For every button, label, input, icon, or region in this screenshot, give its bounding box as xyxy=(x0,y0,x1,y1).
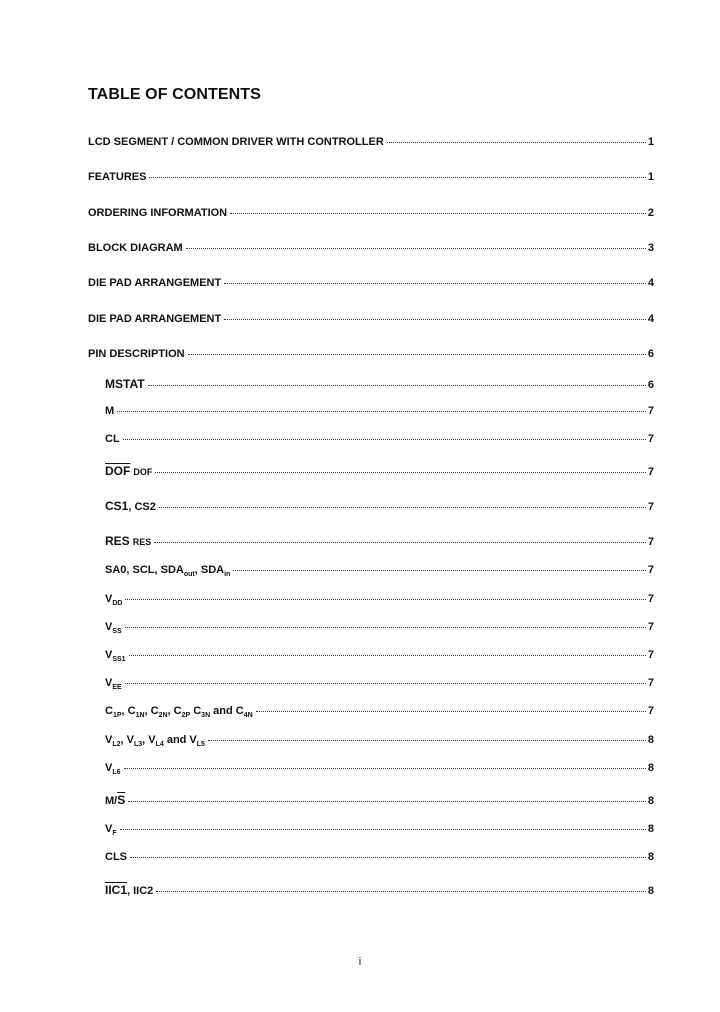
res-alt: RES xyxy=(132,537,152,547)
cap-c3: , C xyxy=(144,705,159,717)
toc-entry-label: MSTAT xyxy=(105,377,145,391)
toc-subentry-vss1[interactable] xyxy=(105,649,654,661)
vl-s2: L3 xyxy=(133,741,143,748)
sa-part-1: SA0, SCL, SDA xyxy=(105,564,184,576)
cap-s6: 4N xyxy=(243,712,253,719)
toc-page-number: 7 xyxy=(647,649,654,661)
toc-entry-label xyxy=(105,705,253,717)
toc-subentry-dof[interactable] xyxy=(105,464,654,478)
cap-c4: , C xyxy=(167,705,182,717)
toc-page-number: 6 xyxy=(647,348,654,360)
toc-entry-label: BLOCK DIAGRAM xyxy=(88,242,183,254)
symbol-subscript: L6 xyxy=(112,769,121,776)
toc-entry-features[interactable] xyxy=(88,171,654,183)
toc-entry-label: DIE PAD ARRANGEMENT xyxy=(88,313,222,325)
page-title: TABLE OF CONTENTS xyxy=(88,86,261,103)
ms-s-overlined: $\overline{S}$ xyxy=(117,793,126,807)
sa-sub-1: out xyxy=(183,571,195,578)
vl-v2: , V xyxy=(120,734,134,746)
toc-entry-ordering-information[interactable] xyxy=(88,207,654,219)
toc-page-number: 8 xyxy=(647,885,654,897)
dot-leader xyxy=(125,599,645,600)
cap-c1: C xyxy=(105,705,113,717)
dot-leader xyxy=(156,891,646,892)
toc-entry-die-pad-arrangement[interactable] xyxy=(88,277,654,289)
dot-leader xyxy=(186,248,646,249)
dof-alt: DOF xyxy=(133,467,153,477)
dot-leader xyxy=(154,542,646,543)
dot-leader xyxy=(256,711,646,712)
iic-rest: , IIC2 xyxy=(127,885,154,897)
toc-subentry-m[interactable] xyxy=(105,405,654,417)
toc-subentry-iic[interactable] xyxy=(105,883,654,897)
symbol-base: V xyxy=(105,649,113,661)
toc-page-number: 8 xyxy=(647,795,654,807)
cap-s4: 2P xyxy=(181,712,191,719)
cap-s1: 1P xyxy=(112,712,122,719)
toc-entry-label: FEATURES xyxy=(88,171,147,183)
cs2-label: CS2 xyxy=(134,501,156,513)
toc-subentry-vl6[interactable] xyxy=(105,762,654,774)
vl-s4: L5 xyxy=(196,741,205,748)
toc-page-number: 7 xyxy=(647,536,654,548)
toc-page-number: 1 xyxy=(647,171,654,183)
toc-page-number: 1 xyxy=(647,136,654,148)
cs-separator: , xyxy=(128,501,135,513)
ms-m: M/ xyxy=(105,795,118,807)
dot-leader xyxy=(224,319,646,320)
cap-s5: 3N xyxy=(201,712,211,719)
toc-entry-label xyxy=(105,499,156,513)
dot-leader xyxy=(124,768,646,769)
toc-entry-label xyxy=(105,734,205,746)
dot-leader xyxy=(224,283,646,284)
toc-page-number: 7 xyxy=(647,564,654,576)
dot-leader xyxy=(125,627,646,628)
cs1-label: CS1 xyxy=(105,499,129,513)
toc-entry-label xyxy=(105,762,121,774)
toc-subentry-vss[interactable] xyxy=(105,621,654,633)
dot-leader xyxy=(387,142,646,143)
toc-entry-label xyxy=(105,564,230,576)
dot-leader xyxy=(129,655,646,656)
vl-s1: L2 xyxy=(112,741,121,748)
cap-c2: , C xyxy=(121,705,136,717)
vl-v3: , V xyxy=(142,734,156,746)
dot-leader xyxy=(230,213,646,214)
symbol-base: V xyxy=(105,762,113,774)
vl-s3: L4 xyxy=(155,741,164,748)
toc-entry-lcd-driver[interactable] xyxy=(88,136,654,148)
toc-page-number: 7 xyxy=(647,677,654,689)
toc-entry-label: PIN DESCRIPTION xyxy=(88,348,185,360)
toc-entry-label xyxy=(105,621,122,633)
symbol-base: V xyxy=(105,823,113,835)
sa-sub-2: in xyxy=(224,571,231,578)
dot-leader xyxy=(117,411,646,412)
cap-c5: C xyxy=(190,705,202,717)
toc-subentry-vdd[interactable] xyxy=(105,593,654,605)
dot-leader xyxy=(155,472,645,473)
toc-subentry-cl[interactable] xyxy=(105,433,654,445)
dot-leader xyxy=(120,829,646,830)
toc-subentry-mstat[interactable] xyxy=(105,377,654,391)
toc-page-number: 7 xyxy=(647,433,654,445)
toc-subentry-cs1-cs2[interactable] xyxy=(105,499,654,513)
page-folio: i xyxy=(358,956,362,968)
toc-subentry-vee[interactable] xyxy=(105,677,654,689)
symbol-subscript: DD xyxy=(112,600,123,607)
toc-subentry-master-slave[interactable] xyxy=(105,793,654,807)
dot-leader xyxy=(125,683,646,684)
toc-entry-die-pad-arrangement-2[interactable] xyxy=(88,313,654,325)
symbol-subscript: F xyxy=(112,830,117,837)
toc-subentry-cls[interactable] xyxy=(105,851,654,863)
cap-s2: 1N xyxy=(135,712,145,719)
toc-entry-label: LCD SEGMENT / COMMON DRIVER WITH CONTROLLER xyxy=(88,136,384,148)
toc-entry-label: M xyxy=(105,405,115,417)
symbol-base: V xyxy=(105,677,113,689)
dot-leader xyxy=(149,177,645,178)
dot-leader xyxy=(130,857,646,858)
toc-entry-label: ORDERING INFORMATION xyxy=(88,207,228,219)
toc-page-number: 7 xyxy=(647,621,654,633)
dot-leader xyxy=(148,385,646,386)
toc-page-number: 7 xyxy=(647,705,654,717)
toc-subentry-vf[interactable] xyxy=(105,823,654,835)
iic1-overlined: IIC1 xyxy=(105,883,128,897)
toc-page-number: 8 xyxy=(647,823,654,835)
toc-page-number: 8 xyxy=(647,851,654,863)
toc-entry-label xyxy=(105,883,153,897)
sa-part-2: , SDA xyxy=(194,564,225,576)
toc-entry-label xyxy=(105,677,122,689)
toc-subentry-capacitor-pins[interactable] xyxy=(105,705,654,717)
toc-subentry-res[interactable] xyxy=(105,534,654,548)
vl-v1: V xyxy=(105,734,113,746)
toc-page-number: 4 xyxy=(647,277,654,289)
res-label: RES xyxy=(105,534,130,548)
symbol-base: V xyxy=(105,593,113,605)
toc-page-number: 7 xyxy=(647,593,654,605)
toc-entry-pin-description[interactable] xyxy=(88,348,654,360)
toc-page-number: 2 xyxy=(647,207,654,219)
symbol-base: V xyxy=(105,621,113,633)
dot-leader xyxy=(208,740,646,741)
toc-entry-label xyxy=(105,593,122,605)
toc-entry-label: CLS xyxy=(105,851,127,863)
toc-page-number: 8 xyxy=(647,734,654,746)
toc-entry-label xyxy=(105,534,151,548)
toc-entry-label: CL xyxy=(105,433,120,445)
toc-entry-label xyxy=(105,649,126,661)
toc-entry-label xyxy=(105,793,125,807)
toc-entry-label xyxy=(105,823,117,835)
toc-page-number: 8 xyxy=(647,762,654,774)
symbol-subscript: SS1 xyxy=(112,656,126,663)
symbol-subscript: SS xyxy=(112,628,122,635)
toc-page-number: 7 xyxy=(647,466,654,478)
toc-subentry-voltage-levels[interactable] xyxy=(105,734,654,746)
toc-entry-block-diagram[interactable] xyxy=(88,242,654,254)
toc-page-number: 7 xyxy=(647,405,654,417)
toc-entry-label xyxy=(105,464,152,478)
cap-s3: 2N xyxy=(158,712,168,719)
vl-v4: and V xyxy=(163,734,197,746)
dof-overlined: $\overline{DOF}$ xyxy=(105,464,131,478)
dot-leader xyxy=(188,354,646,355)
dot-leader xyxy=(159,507,646,508)
dot-leader xyxy=(128,801,646,802)
cap-c6: and C xyxy=(210,705,244,717)
toc-page-number: 4 xyxy=(647,313,654,325)
toc-page-number: 3 xyxy=(647,242,654,254)
symbol-subscript: EE xyxy=(112,684,122,691)
dot-leader xyxy=(233,570,646,571)
dot-leader xyxy=(123,439,646,440)
toc-page-number: 6 xyxy=(647,379,654,391)
toc-entry-label: DIE PAD ARRANGEMENT xyxy=(88,277,222,289)
toc-page-number: 7 xyxy=(647,501,654,513)
toc-subentry-serial-pins[interactable] xyxy=(105,564,654,576)
